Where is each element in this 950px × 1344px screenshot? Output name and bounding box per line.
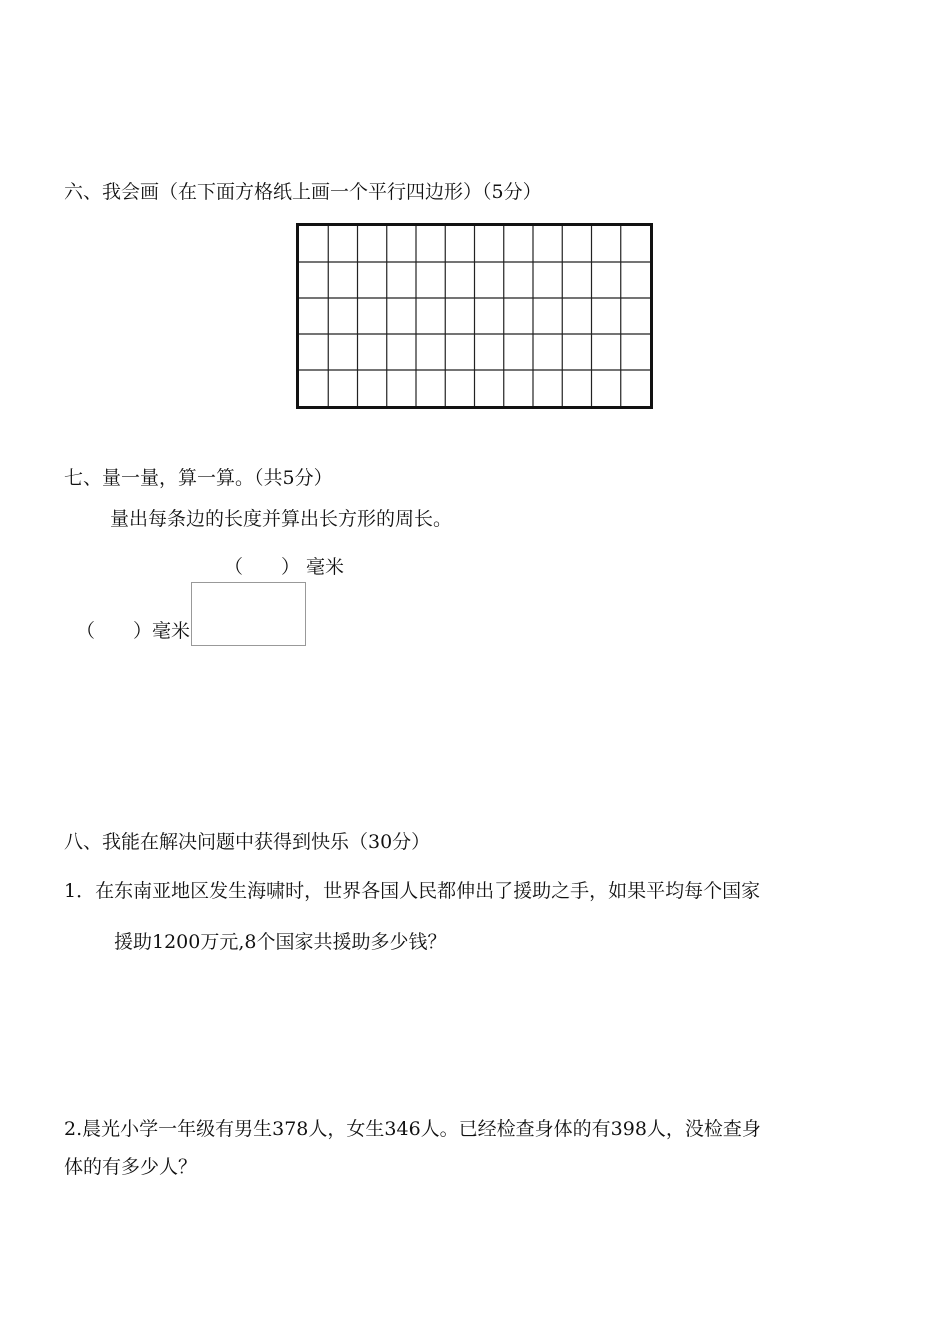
section-7-instruction: 量出每条边的长度并算出长方形的周长。 — [110, 508, 453, 530]
section-7-title: 七、量一量，算一算。（共5分） — [64, 467, 333, 489]
question-2-line-2: 体的有多少人？ — [64, 1156, 198, 1178]
square-grid-paper[interactable] — [296, 223, 653, 409]
question-1-line-2: 援助1200万元,8个国家共援助多少钱？ — [114, 931, 447, 953]
question-1-line-1: 1．在东南亚地区发生海啸时，世界各国人民都伸出了援助之手，如果平均每个国家 — [64, 880, 761, 902]
section-6-title: 六、我会画（在下面方格纸上画一个平行四边形）（5分） — [64, 181, 542, 203]
grid-lines — [299, 226, 650, 406]
rectangle-figure — [191, 582, 306, 646]
rectangle-left-length-label: （ ）毫米 — [76, 620, 191, 642]
rectangle-top-length-label: （ ） 毫米 — [224, 556, 345, 578]
question-2-line-1: 2.晨光小学一年级有男生378人，女生346人。已经检查身体的有398人，没检查身 — [64, 1118, 761, 1140]
section-8-title: 八、我能在解决问题中获得到快乐（30分） — [64, 831, 431, 853]
